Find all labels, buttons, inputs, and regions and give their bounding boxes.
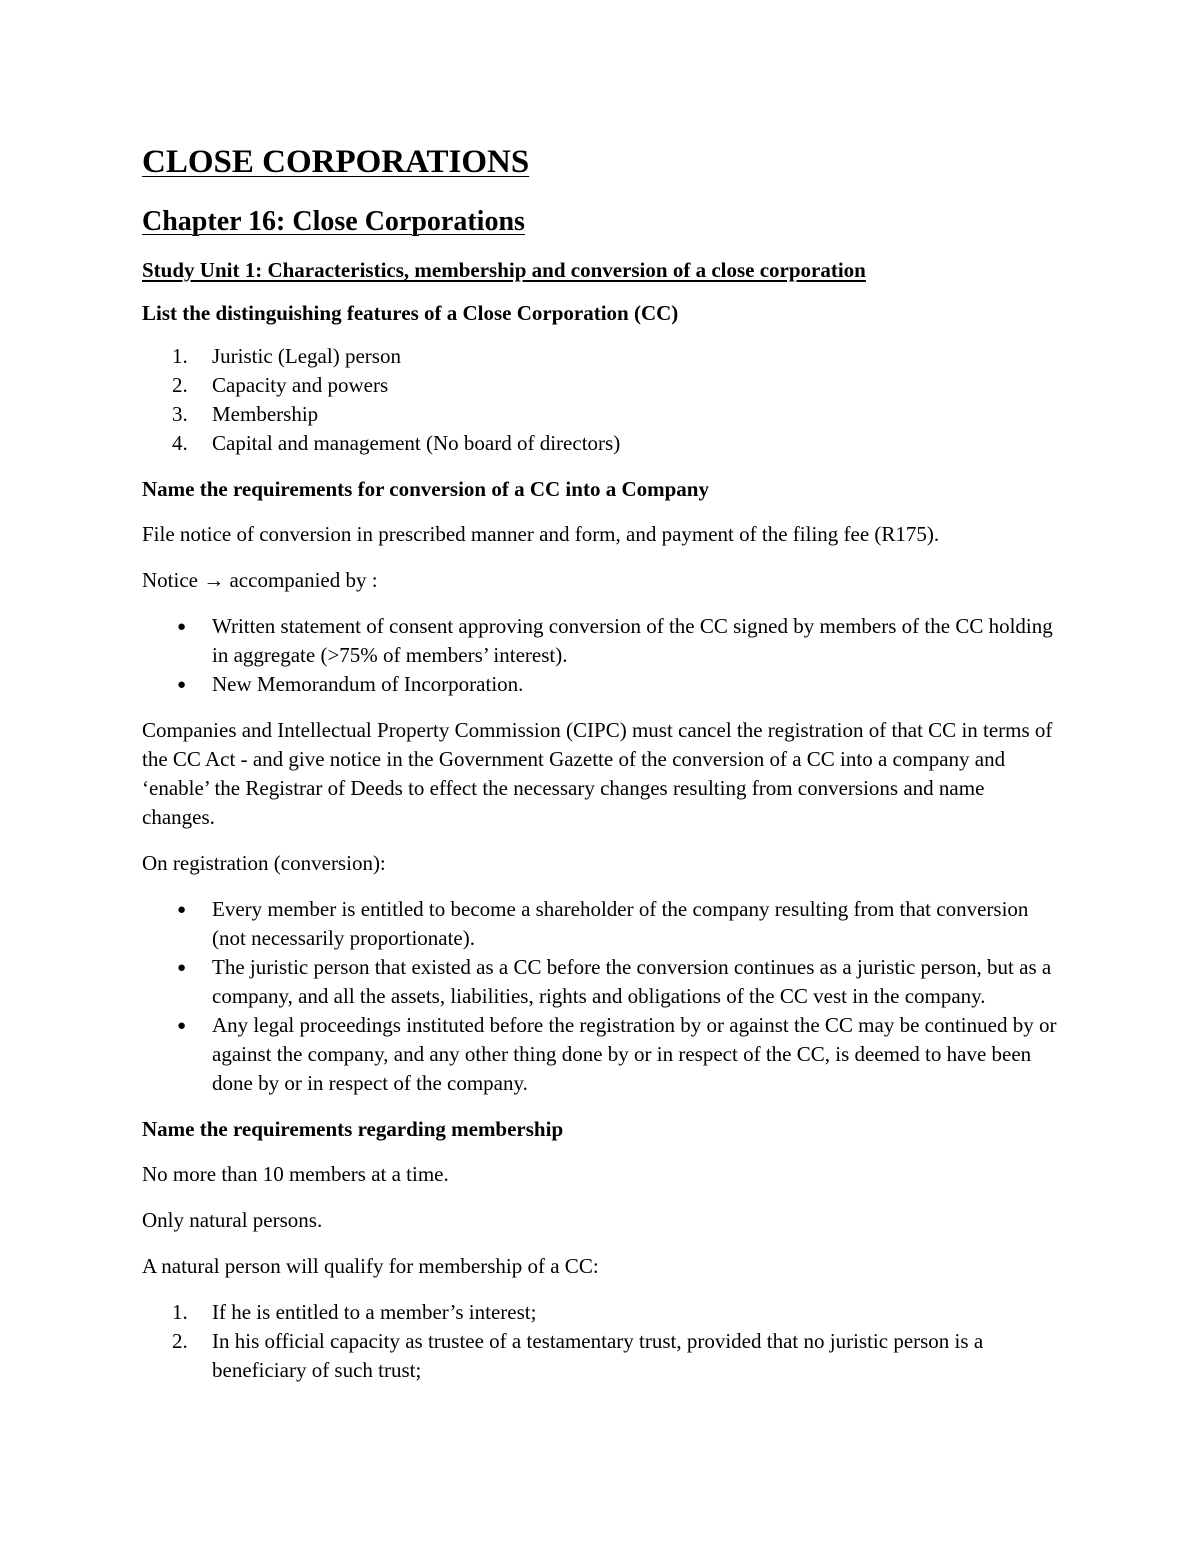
list-item bbox=[142, 953, 1062, 1011]
list-item bbox=[142, 1298, 1062, 1327]
list-item bbox=[142, 670, 1062, 699]
member-limit-paragraph: No more than 10 members at a time. bbox=[142, 1162, 449, 1186]
list-item-text: In his official capacity as trustee of a testamentary trust, provided that no juristic person is a beneficiary of such trust; bbox=[212, 1329, 984, 1382]
list-item-text: Every member is entitled to become a shareholder of the company resulting from that conversion (not necessarily proportionate). bbox=[212, 897, 1029, 950]
list-item-text: Membership bbox=[212, 402, 319, 426]
qualification-paragraph: A natural person will qualify for membership of a CC: bbox=[142, 1254, 599, 1278]
notice-bullet-list bbox=[142, 612, 1062, 699]
list-item bbox=[142, 400, 1062, 429]
list-item bbox=[142, 429, 1062, 458]
list-number: 1. bbox=[172, 344, 188, 368]
list-item bbox=[142, 612, 1062, 670]
list-number: 2. bbox=[172, 373, 188, 397]
bullet-icon: ● bbox=[177, 902, 187, 918]
list-item-text: Written statement of consent approving conversion of the CC signed by members of the CC holding in aggregate (>75% of members’ interest). bbox=[212, 614, 1053, 667]
bullet-icon: ● bbox=[177, 677, 187, 693]
conversion-heading: Name the requirements for conversion of a CC into a Company bbox=[142, 477, 709, 501]
bullet-icon: ● bbox=[177, 960, 187, 976]
bullet-icon: ● bbox=[177, 1018, 187, 1034]
features-heading: List the distinguishing features of a Close Corporation (CC) bbox=[142, 301, 679, 325]
list-number: 2. bbox=[172, 1329, 188, 1353]
qualification-list bbox=[142, 1298, 1062, 1385]
study-unit-heading: Study Unit 1: Characteristics, membership and conversion of a close corporation bbox=[142, 258, 866, 282]
list-item bbox=[142, 342, 1062, 371]
list-item-text: If he is entitled to a member’s interest; bbox=[212, 1300, 537, 1324]
cipc-paragraph: Companies and Intellectual Property Commission (CIPC) must cancel the registration of that CC in terms of the CC Act - and give notice in the Government Gazette of the conversion of a CC into a company and ‘enable’ the Registrar of Deeds to effect the necessary changes resulting from conversions and name changes. bbox=[142, 718, 1053, 829]
chapter-heading: Chapter 16: Close Corporations bbox=[142, 206, 525, 237]
list-number: 3. bbox=[172, 402, 188, 426]
membership-heading: Name the requirements regarding membership bbox=[142, 1117, 564, 1141]
list-item bbox=[142, 1011, 1062, 1098]
list-item-text: The juristic person that existed as a CC before the conversion continues as a juristic person, but as a company, and all the assets, liabilities, rights and obligations of the CC vest in the company. bbox=[212, 955, 1052, 1008]
bullet-icon: ● bbox=[177, 619, 187, 635]
registration-bullet-list bbox=[142, 895, 1062, 1098]
notice-paragraph: Notice → accompanied by : bbox=[142, 568, 378, 592]
list-item bbox=[142, 895, 1062, 953]
conversion-filing-paragraph: File notice of conversion in prescribed manner and form, and payment of the filing fee (R175). bbox=[142, 522, 940, 546]
document-title: CLOSE CORPORATIONS bbox=[142, 144, 530, 180]
registration-paragraph: On registration (conversion): bbox=[142, 851, 386, 875]
list-item bbox=[142, 371, 1062, 400]
list-number: 1. bbox=[172, 1300, 188, 1324]
list-item bbox=[142, 1327, 1062, 1385]
list-item-text: Capital and management (No board of directors) bbox=[212, 431, 621, 455]
list-item-text: Any legal proceedings instituted before the registration by or against the CC may be continued by or against the company, and any other thing done by or in respect of the CC, is deemed to have been done by or in respect of the company. bbox=[212, 1013, 1057, 1095]
features-list bbox=[142, 342, 1062, 458]
document-page bbox=[142, 140, 1062, 1385]
natural-persons-paragraph: Only natural persons. bbox=[142, 1208, 323, 1232]
list-item-text: New Memorandum of Incorporation. bbox=[212, 672, 524, 696]
list-item-text: Capacity and powers bbox=[212, 373, 389, 397]
list-number: 4. bbox=[172, 431, 188, 455]
list-item-text: Juristic (Legal) person bbox=[212, 344, 401, 368]
